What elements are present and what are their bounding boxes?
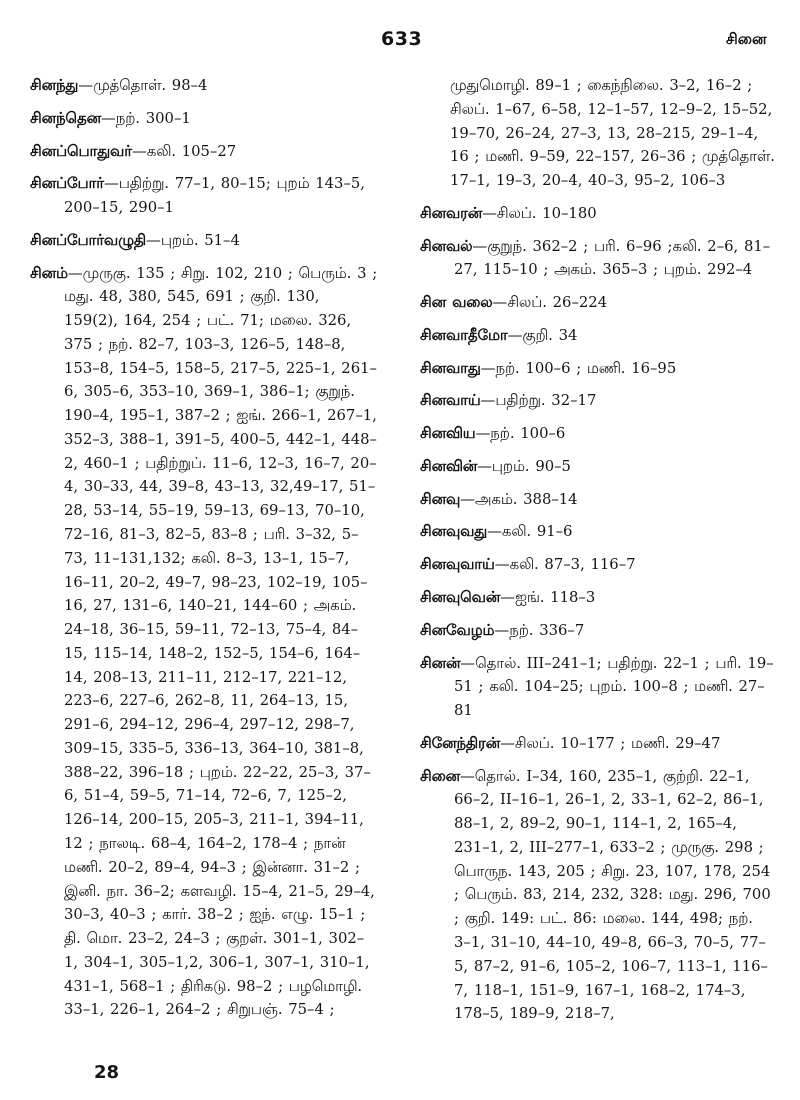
entry-refs: —ஐங். 118–3 <box>500 589 596 607</box>
entry-refs: —தொல். III–241–1; பதிற்று. 22–1 ; பரி. 19–51 ; கலி. 104–25; புறம். 100–8 ; மணி. 27–81 <box>454 654 774 720</box>
entry-refs: முதுமொழி. 89–1 ; கைந்நிலை. 3–2, 16–2 ; சிலப். 1–67, 6–58, 12–1–57, 12–9–2, 15–52, 19–70, 26–24, 27–3, 13, 28–215, 29–1–4, 16 ; மணி. 9–59, 22–157, 26–36 ; முத்தொள். 17–1, 19–3, 20–4, 40–3, 95–2, 106–3 <box>450 77 775 190</box>
entry-headword: சினவிய <box>420 425 476 443</box>
index-entry <box>420 422 775 446</box>
index-entry <box>30 229 378 253</box>
entry-headword: சினவு <box>420 490 461 508</box>
entry-headword: சினேந்திரன் <box>420 734 501 752</box>
index-entry <box>420 324 775 348</box>
entry-headword: சினப்போர் <box>30 175 104 193</box>
entry-headword: சினவுவாய் <box>420 556 495 574</box>
entry-refs: —கலி. 91–6 <box>487 523 573 541</box>
index-entry <box>30 140 378 164</box>
entry-refs: —குறுந். 362–2 ; பரி. 6–96 ;கலி. 2–6, 81–27, 115–10 ; அகம். 365–3 ; புறம். 292–4 <box>454 237 771 279</box>
index-entry-continued <box>420 74 775 193</box>
index-entry <box>420 389 775 413</box>
index-entry <box>30 262 378 1023</box>
entry-refs: —முருகு. 135 ; சிறு. 102, 210 ; பெரும். 3 ; மது. 48, 380, 545, 691 ; குறி. 130, 159(2), 164, 254 ; பட். 71; மலை. 326, 375 ; நற். 82–7, 103–3, 126–5, 148–8, 153–8, 154–5, 158–5, 217–5, 225–1, 261–6, 305–6, 353–10, 369–1, 386–1; குறுந். 190–4, 195–1, 387–2 ; ஐங். 266–1, 267–1, 352–3, 388–1, 391–5, 400–5, 442–1, 448–2, 460–1 ; பதிற்றுப். 11–6, 12–3, 16–7, 20–4, 30–33, 44, 39–8, 43–13, 32,49–17, 51–28, 53–14, 55–19, 59–13, 69–13, 70–10, 72–16, 81–3, 82–5, 83–8 ; பரி. 3–32, 5–73, 11–131,132; கலி. 8–3, 13–1, 15–7, 16–11, 20–2, 49–7, 98–23, 102–19, 105–16, 27, 131–6, 140–21, 144–60 ; அகம். 24–18, 36–15, 59–11, 72–13, 75–4, 84–15, 115–14, 148–2, 152–5, 154–6, 164–14, 208–13, 211–11, 212–17, 221–12, 223–6, 227–6, 262–8, 11, 264–13, 15, 291–6, 294–12, 296–4, 297–12, 298–7, 309–15, 335–5, 336–13, 364–10, 381–8, 388–22, 396–18 ; புறம். 22–22, 25–3, 37–6, 51–4, 59–5, 71–14, 72–6, 7, 125–2, 126–14, 200–15, 205–3, 211–1, 394–11, 12 ; நாலடி. 68–4, 164–2, 178–4 ; நான் மணி. 20–2, 89–4, 94–3 ; இன்னா. 31–2 ; இனி. நா. 36–2; களவழி. 15–4, 21–5, 29–4, 30–3, 40–3 ; கார். 38–2 ; ஐந். எழு. 15–1 ; தி. மொ. 23–2, 24–3 ; குறள். 301–1, 302–1, 304–1, 305–1,2, 306–1, 307–1, 310–1, 431–1, 568–1 ; திரிகடு. 98–2 ; பழமொழி. 33–1, 226–1, 264–2 ; சிறுபஞ். 75–4 ; <box>64 264 378 1019</box>
index-entry <box>420 652 775 723</box>
index-entry <box>420 357 775 381</box>
entry-headword: சின வலை <box>420 294 493 312</box>
entry-refs: —புறம். 90–5 <box>477 457 571 475</box>
index-entry <box>420 520 775 544</box>
entry-headword: சினவேழம் <box>420 621 495 639</box>
entry-headword: சினவுவது <box>420 523 488 541</box>
entry-refs: —பதிற்று. 32–17 <box>480 392 597 410</box>
entry-refs: —முத்தொள். 98–4 <box>78 77 208 94</box>
index-entry <box>30 74 378 98</box>
index-entry <box>420 586 775 610</box>
index-entry <box>30 172 378 220</box>
entry-refs: —குறி. 34 <box>507 326 578 344</box>
entry-refs: —கலி. 105–27 <box>131 142 237 160</box>
entry-refs: —புறம். 51–4 <box>146 231 240 249</box>
entry-headword: சினந்தென <box>30 109 101 127</box>
index-entry <box>420 488 775 512</box>
index-entry <box>420 765 775 1026</box>
entry-headword: சினந்து <box>30 77 79 94</box>
index-entry <box>30 107 378 131</box>
entry-headword: சினவாதீமோ <box>420 326 508 344</box>
index-entry <box>420 455 775 479</box>
entry-headword: சினவின் <box>420 457 478 475</box>
entry-headword: சினப்போர்வழுதி <box>30 231 147 249</box>
entry-headword: சினம் <box>30 264 68 282</box>
right-column <box>420 74 775 1035</box>
page-number: 633 <box>381 28 423 50</box>
entry-headword: சினவரன் <box>420 204 483 222</box>
entry-headword: சினவாய் <box>420 392 481 410</box>
index-entry <box>420 291 775 315</box>
entry-headword: சினன் <box>420 654 461 672</box>
index-entry <box>420 202 775 226</box>
entry-refs: —நற். 100–6 <box>475 425 566 443</box>
entry-headword: சினப்பொதுவர் <box>30 142 132 160</box>
entry-refs: —தொல். I–34, 160, 235–1, குற்றி. 22–1, 66–2, II–16–1, 26–1, 2, 33–1, 62–2, 86–1, 88–1, 2, 89–2, 90–1, 114–1, 2, 165–4, 231–1, 2, III–277–1, 633–2 ; முருகு. 298 ; பொருந. 143, 205 ; சிறு. 23, 107, 178, 254 ; பெரும். 83, 214, 232, 328: மது. 296, 700 ; குறி. 149: பட். 86: மலை. 144, 498; நற். 3–1, 31–10, 44–10, 49–8, 66–3, 70–5, 77–5, 87–2, 91–6, 105–2, 106–7, 113–1, 116–7, 118–1, 151–9, 167–1, 168–2, 174–3, 178–5, 189–9, 218–7, <box>454 767 771 1023</box>
entry-refs: —சிலப். 26–224 <box>492 294 608 312</box>
entry-headword: சினவல் <box>420 237 473 255</box>
entry-refs: —சிலப். 10–180 <box>482 204 597 222</box>
entry-refs: —சிலப். 10–177 ; மணி. 29–47 <box>500 734 721 752</box>
index-entry <box>420 732 775 756</box>
entry-refs: —நற். 336–7 <box>494 621 585 639</box>
entry-refs: —கலி. 87–3, 116–7 <box>494 556 636 574</box>
index-entry <box>420 235 775 283</box>
left-column <box>30 74 378 1031</box>
index-entry <box>420 553 775 577</box>
entry-refs: —நற். 300–1 <box>100 109 191 127</box>
entry-headword: சினவாது <box>420 359 481 377</box>
folio-number: 28 <box>94 1062 120 1083</box>
entry-headword: சினவுவென் <box>420 589 501 607</box>
index-entry <box>420 619 775 643</box>
running-head: சினை <box>726 30 767 48</box>
entry-headword: சினை <box>420 767 460 785</box>
entry-refs: —நற். 100–6 ; மணி. 16–95 <box>480 359 677 377</box>
entry-refs: —பதிற்று. 77–1, 80–15; புறம் 143–5, 200–15, 290–1 <box>64 175 365 217</box>
entry-refs: —அகம். 388–14 <box>460 490 578 508</box>
